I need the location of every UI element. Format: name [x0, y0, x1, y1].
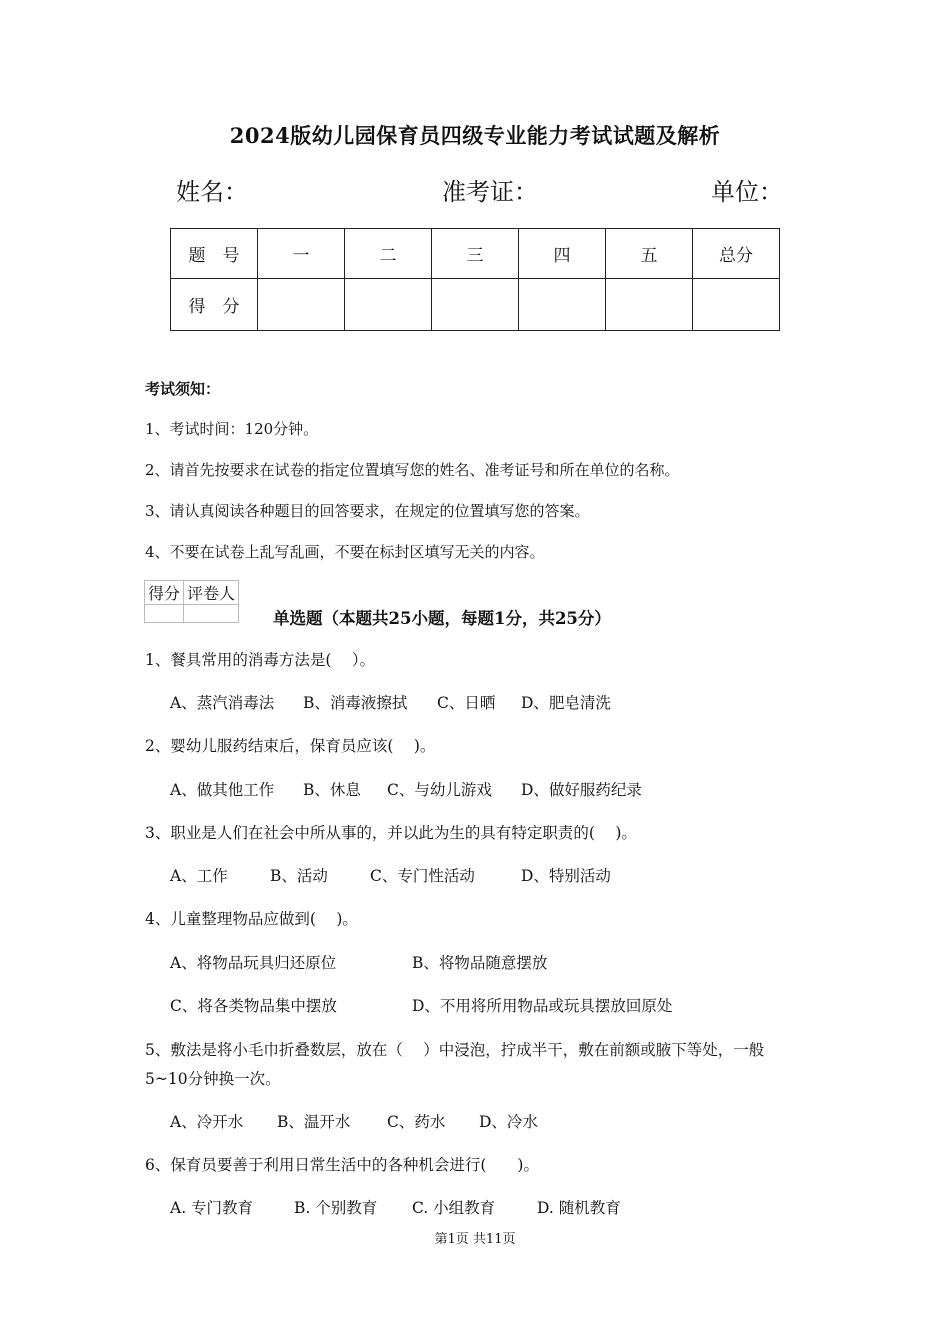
score-table-cell: 题 号 — [171, 229, 258, 279]
question-text-continued: 5~10分钟换一次。 — [145, 1070, 281, 1088]
question-option: B、休息 — [303, 781, 361, 799]
notice-item: 4、不要在试卷上乱写乱画，不要在标封区填写无关的内容。 — [145, 543, 545, 561]
question-text: 6、保育员要善于利用日常生活中的各种机会进行( )。 — [145, 1156, 539, 1174]
score-input-cell[interactable] — [693, 279, 780, 331]
question-option: D. 随机教育 — [537, 1199, 621, 1217]
question-option: D、特别活动 — [521, 867, 611, 885]
notice-item: 3、请认真阅读各种题目的回答要求，在规定的位置填写您的答案。 — [145, 502, 590, 520]
score-input-cell[interactable] — [258, 279, 345, 331]
question-option: A、蒸汽消毒法 — [170, 694, 275, 712]
question-option: C、日晒 — [437, 694, 496, 712]
section-title: 单选题（本题共25小题，每题1分，共25分） — [273, 609, 611, 628]
question-option: C、专门性活动 — [370, 867, 475, 885]
exam-id-field-label: 准考证： — [442, 178, 538, 206]
score-table-score-row — [171, 279, 780, 331]
notice-item: 1、考试时间：120分钟。 — [145, 420, 319, 438]
question-option: A、将物品玩具归还原位 — [170, 954, 337, 972]
question-text: 1、餐具常用的消毒方法是( ）。 — [145, 651, 376, 669]
score-table-cell: 得 分 — [171, 279, 258, 331]
score-table-cell: 三 — [432, 229, 519, 279]
name-field-label: 姓名： — [176, 178, 248, 206]
question-option: D、肥皂清洗 — [521, 694, 611, 712]
page-footer: 第1页 共11页 — [434, 1232, 516, 1247]
question-option: B、消毒液擦拭 — [303, 694, 408, 712]
question-text: 4、儿童整理物品应做到( )。 — [145, 910, 358, 928]
question-option: B、温开水 — [277, 1113, 351, 1131]
score-table-cell: 一 — [258, 229, 345, 279]
grader-score-cell[interactable] — [145, 605, 184, 623]
score-input-cell[interactable] — [345, 279, 432, 331]
question-option: D、冷水 — [479, 1113, 538, 1131]
score-table — [170, 228, 780, 331]
question-option: A、工作 — [170, 867, 228, 885]
question-option: A. 专门教育 — [170, 1199, 254, 1217]
document-title: 2024版幼儿园保育员四级专业能力考试试题及解析 — [229, 123, 721, 148]
score-input-cell[interactable] — [432, 279, 519, 331]
score-table-cell: 二 — [345, 229, 432, 279]
question-option: B. 个别教育 — [294, 1199, 378, 1217]
grader-name-label: 评卷人 — [184, 581, 239, 605]
question-option: A、做其他工作 — [170, 781, 275, 799]
question-option: C、将各类物品集中摆放 — [170, 997, 337, 1015]
score-input-cell[interactable] — [519, 279, 606, 331]
notice-item: 2、请首先按要求在试卷的指定位置填写您的姓名、准考证号和所在单位的名称。 — [145, 461, 680, 479]
question-option: B、将物品随意摆放 — [412, 954, 548, 972]
score-table-cell: 四 — [519, 229, 606, 279]
question-option: D、做好服药纪录 — [521, 781, 642, 799]
question-option: C、与幼儿游戏 — [387, 781, 492, 799]
question-text: 5、敷法是将小毛巾折叠数层，放在（ ）中浸泡，拧成半干，敷在前额或腋下等处，一般 — [145, 1041, 765, 1059]
grader-score-label: 得分 — [145, 581, 184, 605]
notice-title: 考试须知： — [145, 380, 221, 398]
question-option: C、药水 — [387, 1113, 446, 1131]
score-table-cell: 总分 — [693, 229, 780, 279]
question-option: B、活动 — [270, 867, 328, 885]
question-option: D、不用将所用物品或玩具摆放回原处 — [412, 997, 673, 1015]
question-option: C. 小组教育 — [412, 1199, 496, 1217]
question-text: 3、职业是人们在社会中所从事的，并以此为生的具有特定职责的( )。 — [145, 824, 637, 842]
grader-name-cell[interactable] — [184, 605, 239, 623]
score-table-cell: 五 — [606, 229, 693, 279]
score-table-header-row — [171, 229, 780, 279]
question-option: A、冷开水 — [170, 1113, 244, 1131]
grader-box — [144, 580, 239, 623]
question-text: 2、婴幼儿服药结束后，保育员应该( )。 — [145, 737, 436, 755]
score-input-cell[interactable] — [606, 279, 693, 331]
unit-field-label: 单位： — [711, 178, 783, 206]
